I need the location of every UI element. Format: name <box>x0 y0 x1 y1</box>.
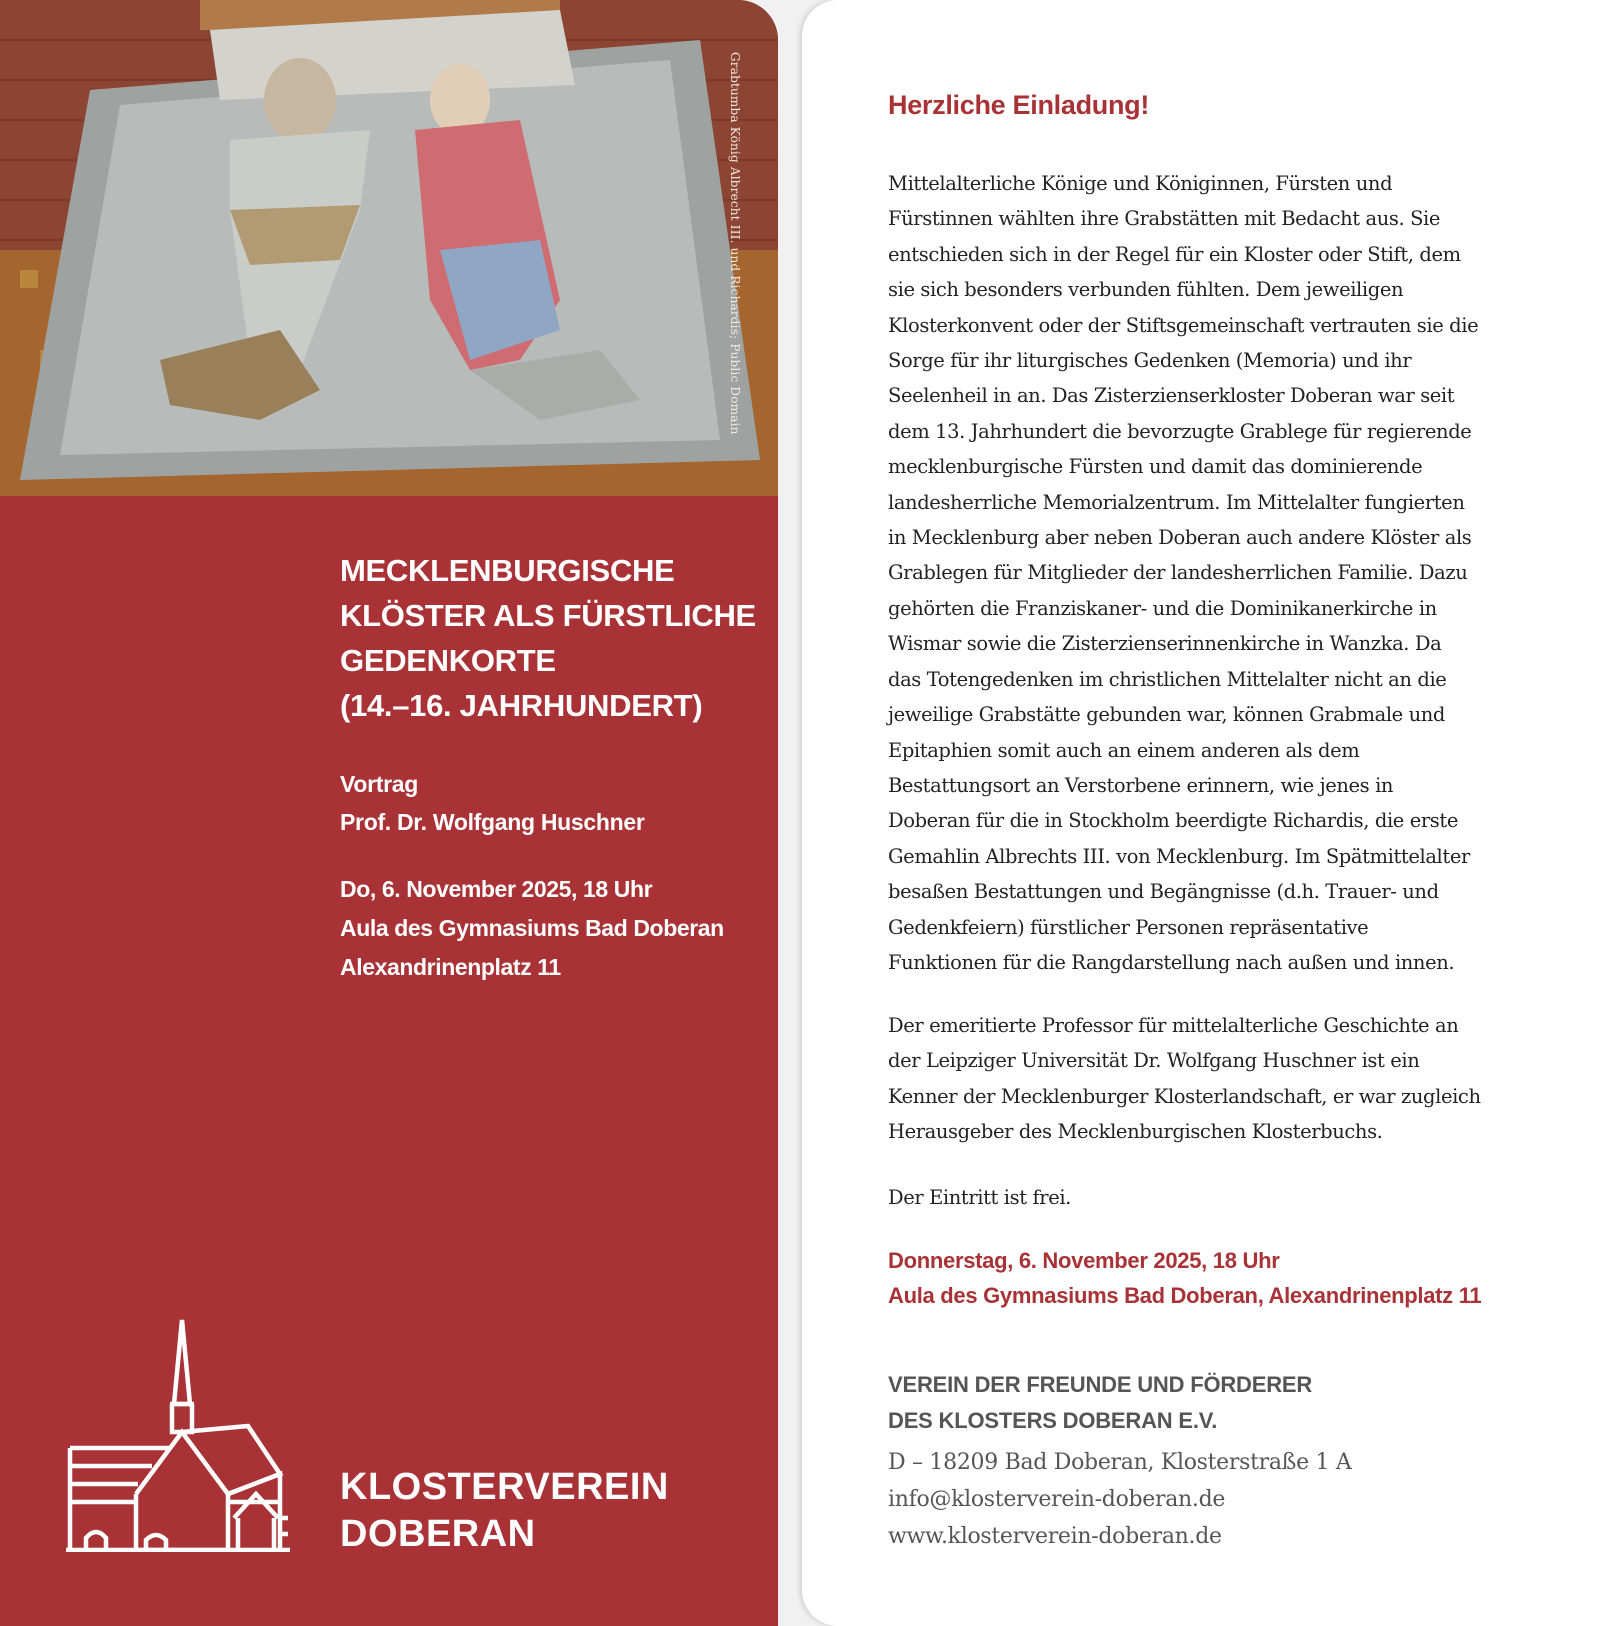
text-line: Der Eintritt ist frei. <box>888 1186 1071 1209</box>
logo-line: DOBERAN <box>340 1513 536 1555</box>
speaker-paragraph <box>888 1008 1528 1150</box>
org-name-line: DES KLOSTERS DOBERAN E.V. <box>888 1408 1218 1433</box>
contact-info <box>888 1444 1351 1555</box>
text-line: gehörten die Franziskaner- und die Dominikanerkirche in <box>888 596 1437 620</box>
text-line: Bestattungsort an Verstorbene erinnern, wie jenes in <box>888 773 1394 797</box>
intro-paragraph <box>888 166 1528 980</box>
text-line: Gemahlin Albrechts III. von Mecklenburg. Im Spätmittelalter <box>888 844 1470 868</box>
text-line: Funktionen für die Rangdarstellung nach außen und innen. <box>888 950 1455 974</box>
invitation-heading: Herzliche Einladung! <box>888 90 1150 120</box>
lecture-info <box>340 765 645 841</box>
text-line: Seelenheil in an. Das Zisterzienserkloster Doberan war seit <box>888 384 1455 408</box>
text-line: in Mecklenburg aber neben Doberan auch andere Klöster als <box>888 526 1472 550</box>
text-line: Epitaphien somit auch an einem anderen als dem <box>888 738 1360 762</box>
event-title-line: MECKLENBURGISCHE <box>340 553 675 588</box>
text-line: Grablegen für Mitglieder der landesherrlichen Familie. Dazu <box>888 561 1468 585</box>
event-title <box>340 548 760 728</box>
speaker-name: Prof. Dr. Wolfgang Huschner <box>340 809 645 835</box>
organization-name <box>888 1367 1312 1439</box>
text-line: Gedenkfeiern) fürstlicher Personen repräsentative <box>888 915 1369 939</box>
summary-venue: Aula des Gymnasiums Bad Doberan, Alexandrinenplatz 11 <box>888 1283 1482 1308</box>
text-line: Fürstinnen wählten ihre Grabstätten mit Bedacht aus. Sie <box>888 207 1441 231</box>
email-address[interactable]: info@klosterverein-doberan.de <box>888 1487 1226 1512</box>
tomb-photo <box>0 0 778 496</box>
postal-address: D – 18209 Bad Doberan, Klosterstraße 1 A <box>888 1450 1352 1475</box>
tomb-effigy-illustration <box>0 0 778 496</box>
photo-credit: Grabtumba König Albrecht III. und Richardis; Public Domain <box>728 52 742 435</box>
website-link[interactable]: www.klosterverein-doberan.de <box>888 1524 1222 1549</box>
summary-date: Donnerstag, 6. November 2025, 18 Uhr <box>888 1248 1280 1273</box>
text-line: Doberan für die in Stockholm beerdigte Richardis, die erste <box>888 809 1458 833</box>
text-line: Herausgeber des Mecklenburgischen Klosterbuchs. <box>888 1120 1383 1144</box>
text-line: entschieden sich in der Regel für ein Kloster oder Stift, dem <box>888 242 1461 266</box>
text-line: sie sich besonders verbunden fühlten. Dem jeweiligen <box>888 278 1404 302</box>
event-title-line: KLÖSTER ALS FÜRSTLICHE <box>340 598 756 633</box>
text-line: Klosterkonvent oder der Stiftsgemeinschaft vertrauten sie die <box>888 313 1479 337</box>
text-line: landesherrliche Memorialzentrum. Im Mittelalter fungierten <box>888 490 1465 514</box>
event-title-line: (14.–16. JAHRHUNDERT) <box>340 688 703 723</box>
event-date-time: Do, 6. November 2025, 18 Uhr <box>340 876 653 902</box>
text-line: Mittelalterliche Könige und Königinnen, Fürsten und <box>888 172 1393 195</box>
event-title-line: GEDENKORTE <box>340 643 556 678</box>
text-line: mecklenburgische Fürsten und damit das dominierende <box>888 455 1423 479</box>
monastery-logo-icon <box>66 1318 290 1552</box>
event-date-venue <box>340 870 724 987</box>
text-line: Wismar sowie die Zisterzienserinnenkirche in Wanzka. Da <box>888 632 1442 656</box>
event-venue: Aula des Gymnasiums Bad Doberan <box>340 915 724 941</box>
logo-line: KLOSTERVEREIN <box>340 1466 669 1508</box>
logo-wordmark <box>340 1464 669 1558</box>
text-line: das Totengedenken im christlichen Mittelalter nicht an die <box>888 667 1447 691</box>
text-line: der Leipziger Universität Dr. Wolfgang Huschner ist ein <box>888 1049 1420 1073</box>
text-line: besaßen Bestattungen und Begängnisse (d.h. Trauer- und <box>888 880 1439 904</box>
flyer-front-panel <box>0 0 778 1626</box>
org-name-line: VEREIN DER FREUNDE UND FÖRDERER <box>888 1372 1313 1397</box>
event-address: Alexandrinenplatz 11 <box>340 954 561 980</box>
event-type: Vortrag <box>340 771 418 797</box>
text-line: Der emeritierte Professor für mittelalterliche Geschichte an <box>888 1014 1459 1037</box>
event-summary <box>888 1243 1481 1313</box>
text-line: dem 13. Jahrhundert die bevorzugte Grablege für regierende <box>888 419 1472 443</box>
text-line: Kenner der Mecklenburger Klosterlandschaft, er war zugleich <box>888 1084 1481 1108</box>
text-line: Sorge für ihr liturgisches Gedenken (Memoria) und ihr <box>888 349 1412 373</box>
text-line: jeweilige Grabstätte gebunden war, können Grabmale und <box>888 703 1446 727</box>
admission-note <box>888 1180 1528 1215</box>
